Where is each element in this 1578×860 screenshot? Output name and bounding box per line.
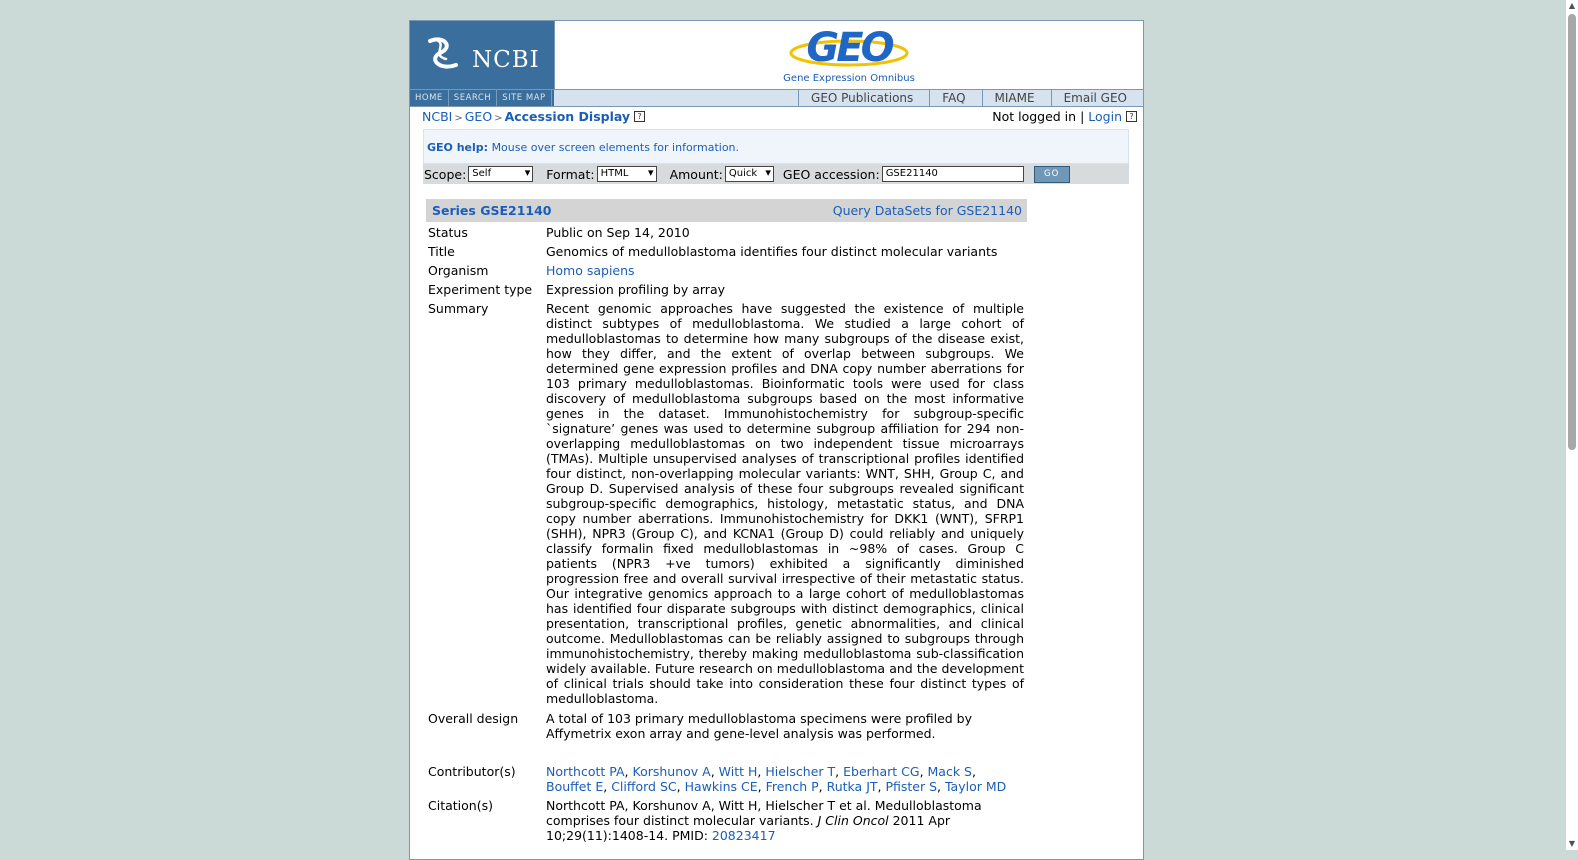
- field-label: Experiment type: [428, 282, 533, 297]
- contributor-link[interactable]: French P: [765, 779, 819, 794]
- field-label: Citation(s): [428, 798, 493, 813]
- ncbi-logo-text: NCBI: [472, 47, 540, 73]
- series-header: [426, 199, 1027, 222]
- nav-miame[interactable]: MIAME: [982, 90, 1051, 106]
- nav-bar: [410, 89, 1143, 107]
- scroll-down-icon[interactable]: ▼: [1568, 839, 1576, 848]
- contributor-link[interactable]: Witt H: [718, 764, 758, 779]
- contributor-link[interactable]: Bouffet E: [546, 779, 604, 794]
- summary-value: Recent genomic approaches have suggested the existence of multiple distinct subtypes of medulloblastoma. We studied a large cohort of medulloblastomas to determine how many subgroups of the disease exist, how they differ, and the extent of overlap between subgroups. We determined gene expression profiles and DNA copy number aberrations for 103 primary medulloblastomas. Bioinformatic tools were used for class discovery of medulloblastoma subgroups based on the most informative genes in the dataset. Immunohistochemistry for subgroup-specific `signature’ genes was used to determine subgroup affiliation for 294 non-overlapping medulloblastomas on two independent tissue microarrays (TMAs). Multiple unsupervised analyses of transcriptional profiles identified four distinct, non-overlapping molecular variants: WNT, SHH, Group C, and Group D. Supervised analysis of these four subgroups revealed significant subgroup-specific demographics, histology, metastatic status, and DNA copy number aberrations. Immunohistochemistry for DKK1 (WNT), SFRP1 (SHH), NPR3 (Group C), and KCNA1 (Group D) could reliably and uniquely classify formalin fixed medulloblastomas in ~98% of cases. Group C patients (NPR3 +ve tumors) exhibited a significantly diminished progression free and overall survival irrespective of their metastatic status. Our integrative genomics approach to a large cohort of medulloblastomas has identified four disparate subgroups with distinct demographics, clinical presentation, transcriptional profiles, genetic abnormalities, and clinical outcome. Medulloblastomas can be reliably assigned to subgroups through immunohistochemistry, thereby making medulloblastoma sub-classification widely available. Future research on medulloblastoma and the development of clinical trials should take into consideration these four distinct types of medulloblastoma.: [546, 301, 1024, 706]
- geo-subtitle: Gene Expression Omnibus: [783, 73, 915, 84]
- login-area: [992, 109, 1137, 124]
- status-value: Public on Sep 14, 2010: [546, 225, 690, 240]
- help-text: Mouse over screen elements for information.: [491, 141, 740, 154]
- accession-input[interactable]: GSE21140: [882, 166, 1024, 182]
- breadcrumb-separator: >: [454, 113, 463, 124]
- query-bar: [423, 164, 1129, 184]
- nav-faq[interactable]: FAQ: [929, 90, 981, 106]
- contributor-link[interactable]: Korshunov A: [632, 764, 711, 779]
- query-datasets-link[interactable]: Query DataSets for GSE21140: [832, 203, 1022, 218]
- breadcrumb-ncbi[interactable]: NCBI: [422, 109, 453, 124]
- geo-nav: [798, 90, 1143, 106]
- format-select[interactable]: HTML ▾: [597, 166, 657, 182]
- contributor-link[interactable]: Clifford SC: [611, 779, 677, 794]
- contributor-link[interactable]: Hawkins CE: [684, 779, 758, 794]
- nav-site-map[interactable]: SITE MAP: [497, 90, 551, 106]
- geo-logo[interactable]: [554, 21, 1144, 89]
- geo-help-bar: [423, 129, 1129, 164]
- nav-search[interactable]: SEARCH: [449, 90, 497, 106]
- login-divider: |: [1080, 109, 1085, 124]
- go-button[interactable]: GO: [1034, 166, 1070, 183]
- title-value: Genomics of medulloblastoma identifies four distinct molecular variants: [546, 244, 998, 259]
- login-status: Not logged in: [992, 109, 1077, 124]
- field-label: Organism: [428, 263, 489, 278]
- amount-select[interactable]: Quick ▾: [725, 166, 774, 182]
- scrollbar-thumb[interactable]: [1568, 14, 1576, 450]
- breadcrumb: [422, 109, 645, 124]
- nav-home[interactable]: HOME: [410, 90, 449, 106]
- scope-select[interactable]: Self ▾: [468, 166, 533, 182]
- citation-ref: 2011 Apr 10;29(11):1408-14. PMID:: [546, 813, 951, 843]
- breadcrumb-geo[interactable]: GEO: [464, 109, 493, 124]
- page-scrollbar[interactable]: [1566, 0, 1578, 850]
- breadcrumb-separator: >: [494, 113, 503, 124]
- field-label: Summary: [428, 301, 489, 316]
- contributor-link[interactable]: Rutka JT: [826, 779, 878, 794]
- ncbi-nav: [410, 90, 554, 106]
- scope-label: Scope:: [424, 166, 467, 182]
- contributor-link[interactable]: Eberhart CG: [843, 764, 920, 779]
- contributor-link[interactable]: Taylor MD: [944, 779, 1007, 794]
- citation-journal: J Clin Oncol: [817, 813, 889, 828]
- format-label: Format:: [546, 166, 595, 182]
- breadcrumb-current: Accession Display: [504, 109, 631, 124]
- page-frame: [409, 20, 1144, 860]
- scroll-up-icon[interactable]: ▲: [1568, 1, 1576, 10]
- experiment-type-value: Expression profiling by array: [546, 282, 726, 297]
- organism-link[interactable]: Homo sapiens: [546, 263, 635, 278]
- contributor-link[interactable]: Northcott PA: [546, 764, 625, 779]
- nav-geo-publications[interactable]: GEO Publications: [798, 90, 929, 106]
- overall-design-value: A total of 103 primary medulloblastoma specimens were profiled by Affymetrix exon array and gene-level analysis was performed.: [546, 711, 973, 741]
- help-icon[interactable]: ?: [1126, 111, 1137, 122]
- series-title: Series GSE21140: [432, 203, 552, 218]
- login-link[interactable]: Login: [1088, 109, 1122, 124]
- help-label: GEO help:: [427, 141, 489, 154]
- help-icon[interactable]: ?: [634, 111, 645, 122]
- field-label: Title: [428, 244, 455, 259]
- contributors-list: Northcott PA, Korshunov A, Witt H, Hielscher T, Eberhart CG, Mack S, Bouffet E, Clifford SC, Hawkins CE, French P, Rutka JT, Pfister S, Taylor MD: [546, 764, 1007, 794]
- dna-helix-icon: [424, 33, 464, 73]
- amount-label: Amount:: [669, 166, 723, 182]
- contributor-link[interactable]: Hielscher T: [765, 764, 836, 779]
- citation-value: [546, 798, 986, 843]
- contributor-link[interactable]: Mack S: [927, 764, 972, 779]
- pmid-link[interactable]: 20823417: [711, 828, 776, 843]
- geo-logo-text: GEO: [806, 25, 892, 71]
- contributor-link[interactable]: Pfister S: [885, 779, 938, 794]
- citation-text: Northcott PA, Korshunov A, Witt H, Hielscher T et al. Medulloblastoma comprises four distinct molecular variants.: [546, 798, 982, 828]
- field-label: Status: [428, 225, 468, 240]
- nav-email-geo[interactable]: Email GEO: [1051, 90, 1143, 106]
- accession-label: GEO accession:: [782, 166, 880, 182]
- field-label: Contributor(s): [428, 764, 516, 779]
- field-label: Overall design: [428, 711, 519, 726]
- ncbi-logo[interactable]: [410, 21, 555, 89]
